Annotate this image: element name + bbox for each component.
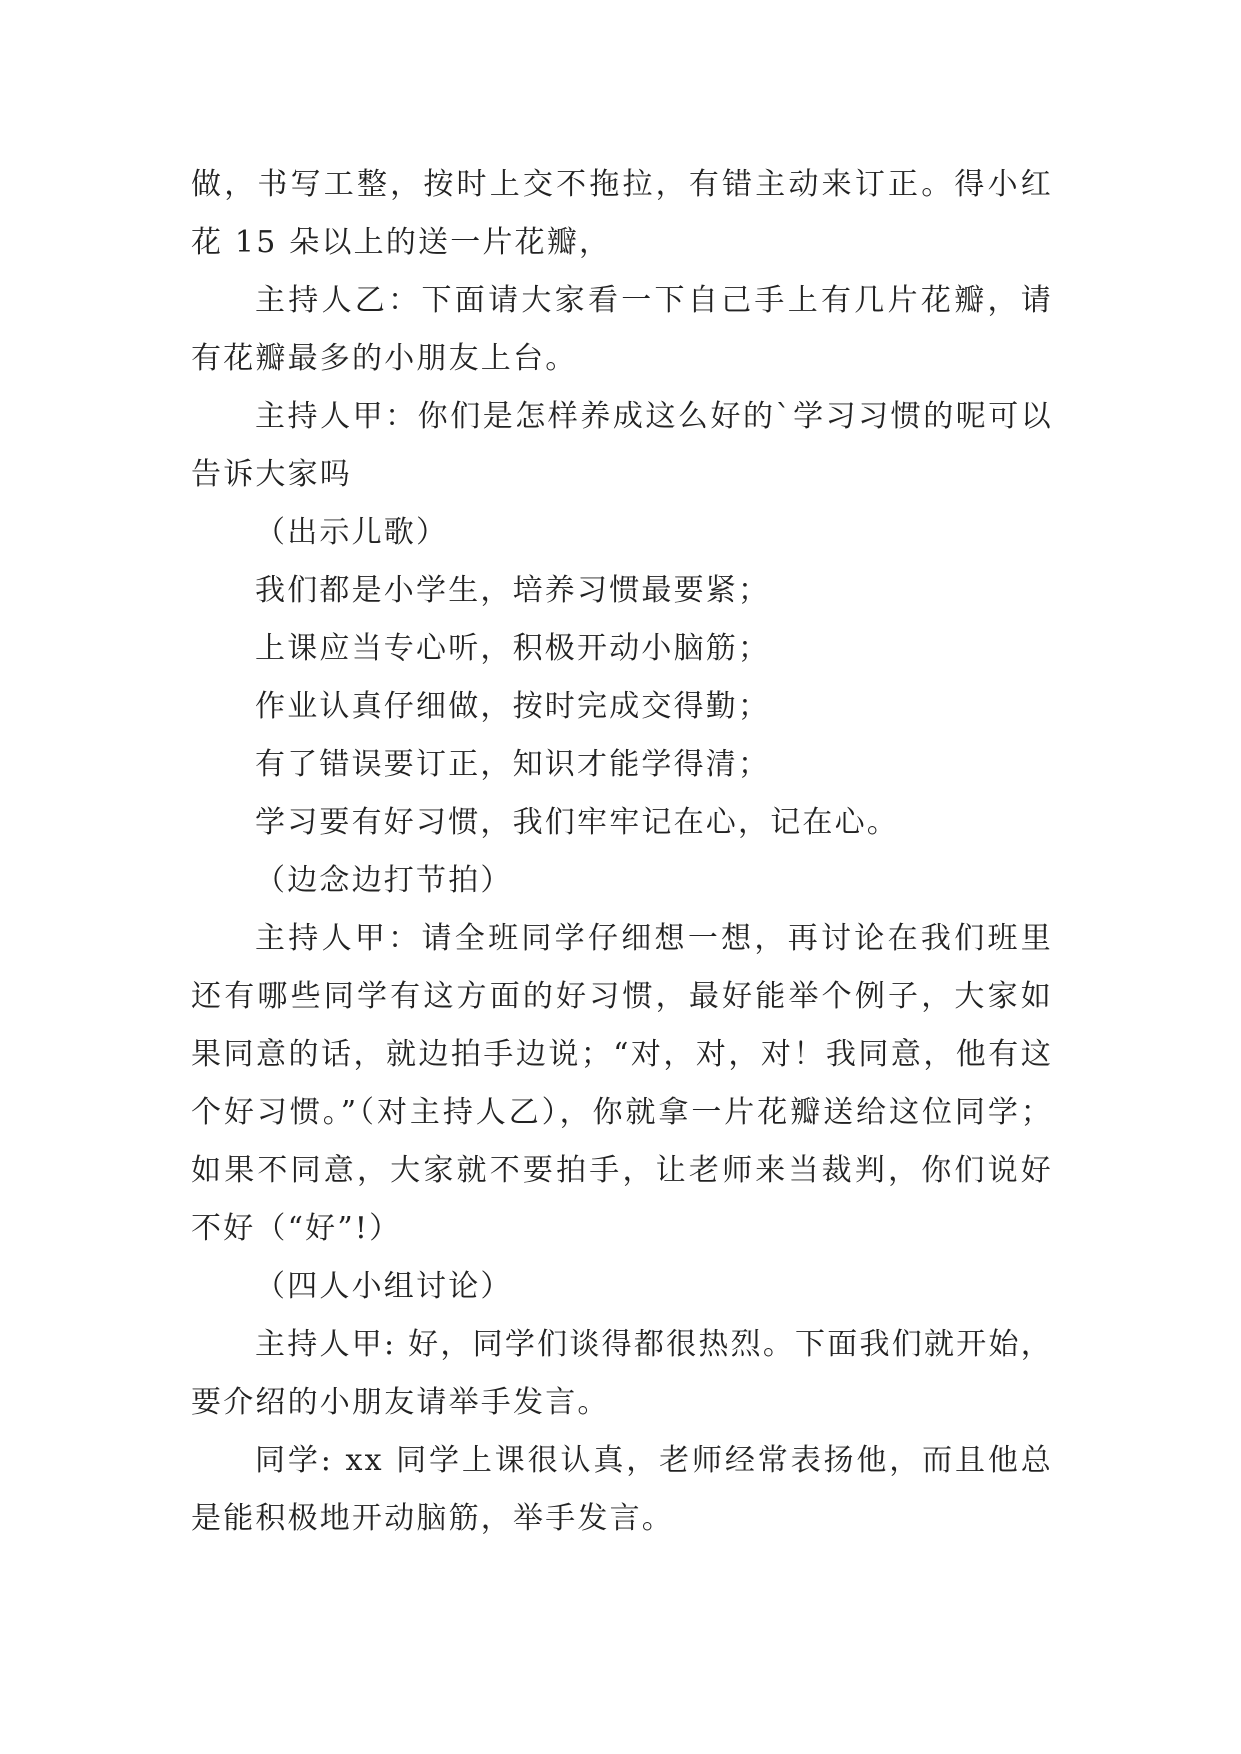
song-line-5: 学习要有好习惯，我们牢牢记在心，记在心。 [255,805,899,840]
song-line-4: 有了错误要订正，知识才能学得清； [255,747,771,782]
paragraph-host-a-question: 主持人甲：你们是怎样养成这么好的`学习习惯的呢可以告诉大家吗 [191,399,1053,492]
paragraph-continuation: 做，书写工整，按时上交不拖拉，有错主动来订正。得小红花 15 朵以上的送一片花瓣， [191,167,1053,260]
song-line-1: 我们都是小学生，培养习惯最要紧； [255,573,771,608]
document-page [191,156,1053,1548]
stage-direction-group-discussion: （四人小组讨论） [255,1269,513,1304]
paragraph-student-speech: 同学: xx 同学上课很认真，老师经常表扬他，而且他总是能积极地开动脑筋，举手发言。 [191,1443,1053,1536]
song-line-2: 上课应当专心听，积极开动小脑筋； [255,631,771,666]
song-line-3: 作业认真仔细做，按时完成交得勤； [255,689,771,724]
stage-direction-clap-rhythm: （边念边打节拍） [255,863,513,898]
paragraph-host-b-petals: 主持人乙：下面请大家看一下自己手上有几片花瓣，请有花瓣最多的小朋友上台。 [191,283,1053,376]
paragraph-host-a-start: 主持人甲: 好，同学们谈得都很热烈。下面我们就开始，要介绍的小朋友请举手发言。 [191,1327,1053,1420]
stage-direction-show-song: （出示儿歌） [255,515,449,550]
paragraph-host-a-discussion: 主持人甲：请全班同学仔细想一想，再讨论在我们班里还有哪些同学有这方面的好习惯，最好能举个例子，大家如果同意的话，就边拍手边说；“对，对，对！我同意，他有这个好习惯。”（对主持人乙），你就拿一片花瓣送给这位同学；如果不同意，大家就不要拍手，让老师来当裁判，你们说好不好（“好”!） [191,921,1053,1246]
